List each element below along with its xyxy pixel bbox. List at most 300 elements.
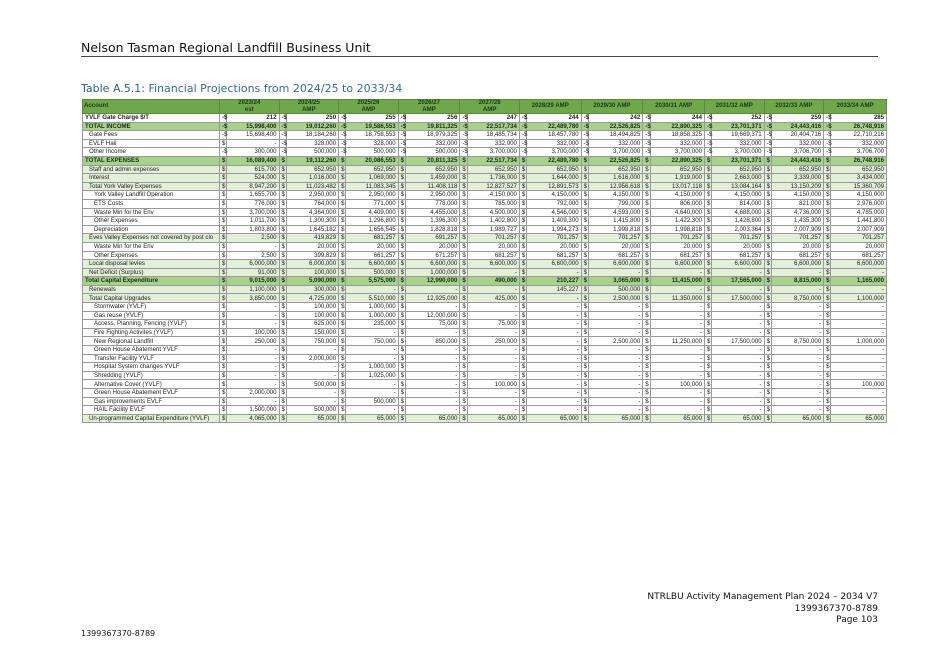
- currency-sign: $: [764, 234, 771, 243]
- amount-cell: -: [831, 389, 887, 398]
- amount-cell: 22,517,734: [467, 122, 519, 131]
- currency-sign: $: [519, 337, 526, 346]
- amount-cell: 244: [650, 114, 704, 123]
- amount-cell: 778,000: [405, 199, 459, 208]
- amount-cell: 652,950: [405, 165, 459, 174]
- currency-sign: $: [460, 234, 467, 243]
- currency-sign: $: [279, 225, 286, 234]
- currency-sign: -$: [519, 131, 526, 140]
- amount-cell: -: [467, 389, 519, 398]
- amount-cell: 300,000: [286, 285, 338, 294]
- currency-sign: $: [339, 389, 346, 398]
- currency-sign: $: [519, 311, 526, 320]
- page-footer-right: [647, 592, 878, 627]
- currency-sign: $: [219, 174, 226, 183]
- amount-cell: 1,016,000: [286, 174, 338, 183]
- currency-sign: $: [764, 363, 771, 372]
- currency-sign: $: [339, 311, 346, 320]
- amount-cell: 1,396,300: [405, 217, 459, 226]
- currency-sign: $: [339, 208, 346, 217]
- amount-cell: 1,025,000: [346, 371, 398, 380]
- currency-sign: $: [643, 191, 650, 200]
- amount-cell: 1,736,000: [467, 174, 519, 183]
- amount-cell: -: [588, 363, 642, 372]
- currency-sign: $: [643, 380, 650, 389]
- amount-cell: 12,000,000: [405, 311, 459, 320]
- amount-cell: -: [527, 320, 581, 329]
- column-header-year: [339, 100, 399, 114]
- currency-sign: $: [643, 234, 650, 243]
- row-label: Total Capital Upgrades: [83, 294, 220, 303]
- currency-sign: $: [398, 397, 405, 406]
- currency-sign: -$: [581, 148, 588, 157]
- currency-sign: $: [460, 251, 467, 260]
- amount-cell: -: [831, 397, 887, 406]
- currency-sign: $: [764, 328, 771, 337]
- amount-cell: -: [771, 328, 823, 337]
- currency-sign: $: [219, 311, 226, 320]
- amount-cell: 1,069,000: [346, 174, 398, 183]
- amount-cell: 399,829: [286, 251, 338, 260]
- currency-sign: $: [824, 268, 831, 277]
- amount-cell: 8,815,000: [771, 277, 823, 286]
- amount-cell: 2,976,000: [831, 199, 887, 208]
- currency-sign: $: [219, 397, 226, 406]
- currency-sign: $: [581, 268, 588, 277]
- amount-cell: -: [588, 397, 642, 406]
- row-label: Depreciation: [83, 225, 220, 234]
- amount-cell: -: [650, 389, 704, 398]
- amount-cell: 652,950: [588, 165, 642, 174]
- amount-cell: 1,000,000: [405, 268, 459, 277]
- amount-cell: 20,000: [527, 242, 581, 251]
- amount-cell: 701,257: [712, 234, 764, 243]
- currency-sign: $: [824, 337, 831, 346]
- currency-sign: $: [824, 371, 831, 380]
- amount-cell: 3,700,000: [712, 148, 764, 157]
- currency-sign: $: [460, 199, 467, 208]
- amount-cell: 681,257: [831, 251, 887, 260]
- amount-cell: 8,750,000: [771, 294, 823, 303]
- amount-cell: 65,000: [831, 414, 887, 423]
- currency-sign: $: [279, 268, 286, 277]
- amount-cell: -: [527, 363, 581, 372]
- amount-cell: 100,000: [286, 311, 338, 320]
- amount-cell: 15,998,400: [227, 122, 279, 131]
- amount-cell: 12,827,527: [467, 182, 519, 191]
- currency-sign: $: [824, 294, 831, 303]
- amount-cell: 19,112,260: [286, 156, 338, 165]
- amount-cell: 332,000: [588, 139, 642, 148]
- amount-cell: 65,000: [527, 414, 581, 423]
- currency-sign: -$: [581, 122, 588, 131]
- amount-cell: -: [831, 346, 887, 355]
- currency-sign: $: [643, 277, 650, 286]
- amount-cell: 701,257: [771, 234, 823, 243]
- amount-cell: 1,998,818: [588, 225, 642, 234]
- currency-sign: $: [764, 165, 771, 174]
- amount-cell: 75,000: [405, 320, 459, 329]
- amount-cell: 6,000,000: [227, 260, 279, 269]
- amount-cell: 681,257: [650, 251, 704, 260]
- currency-sign: $: [764, 371, 771, 380]
- amount-cell: 500,000: [286, 406, 338, 415]
- amount-cell: 1,998,818: [650, 225, 704, 234]
- currency-sign: $: [279, 303, 286, 312]
- amount-cell: 1,645,182: [286, 225, 338, 234]
- currency-sign: -$: [704, 131, 711, 140]
- currency-sign: $: [519, 260, 526, 269]
- column-header-year: [219, 100, 279, 114]
- amount-cell: 500,000: [588, 285, 642, 294]
- amount-cell: 3,339,000: [771, 174, 823, 183]
- amount-cell: -: [588, 303, 642, 312]
- currency-sign: $: [704, 380, 711, 389]
- row-label: ETS Costs: [83, 199, 220, 208]
- row-label: HAIL Facility EVLF: [83, 406, 220, 415]
- amount-cell: -: [405, 363, 459, 372]
- currency-sign: $: [519, 406, 526, 415]
- amount-cell: -: [346, 380, 398, 389]
- currency-sign: $: [704, 225, 711, 234]
- currency-sign: $: [764, 346, 771, 355]
- currency-sign: -$: [581, 139, 588, 148]
- table-caption-text: Financial Projections from 2024/25 to 2033/34: [148, 82, 403, 95]
- currency-sign: $: [219, 268, 226, 277]
- currency-sign: $: [460, 208, 467, 217]
- currency-sign: $: [764, 406, 771, 415]
- currency-sign: $: [764, 294, 771, 303]
- amount-cell: 652,950: [346, 165, 398, 174]
- amount-cell: 12,990,000: [405, 277, 459, 286]
- column-header-line2: AMP: [361, 105, 376, 113]
- currency-sign: $: [581, 371, 588, 380]
- currency-sign: $: [398, 260, 405, 269]
- currency-sign: $: [704, 328, 711, 337]
- currency-sign: $: [339, 363, 346, 372]
- amount-cell: 5,510,000: [346, 294, 398, 303]
- amount-cell: 750,000: [346, 337, 398, 346]
- currency-sign: $: [460, 371, 467, 380]
- amount-cell: 3,700,000: [650, 148, 704, 157]
- currency-sign: $: [398, 165, 405, 174]
- currency-sign: $: [581, 251, 588, 260]
- amount-cell: 681,257: [346, 234, 398, 243]
- currency-sign: -$: [764, 148, 771, 157]
- currency-sign: -$: [279, 122, 286, 131]
- currency-sign: $: [764, 337, 771, 346]
- amount-cell: 20,000: [712, 242, 764, 251]
- amount-cell: -: [771, 380, 823, 389]
- amount-cell: 4,688,000: [712, 208, 764, 217]
- currency-sign: $: [460, 337, 467, 346]
- currency-sign: -$: [279, 114, 286, 123]
- currency-sign: $: [279, 208, 286, 217]
- currency-sign: $: [219, 320, 226, 329]
- amount-cell: 26,748,916: [831, 122, 887, 131]
- amount-cell: 1,300,300: [286, 217, 338, 226]
- currency-sign: $: [704, 354, 711, 363]
- amount-cell: 1,100,000: [831, 294, 887, 303]
- currency-sign: $: [581, 277, 588, 286]
- amount-cell: 18,494,825: [588, 131, 642, 140]
- currency-sign: $: [643, 294, 650, 303]
- amount-cell: 6,600,000: [650, 260, 704, 269]
- amount-cell: -: [227, 242, 279, 251]
- row-label: Access, Planning, Fencing (YVLF): [83, 320, 220, 329]
- currency-sign: $: [398, 389, 405, 398]
- column-header-line1: 2023/24: [238, 99, 261, 107]
- currency-sign: $: [824, 328, 831, 337]
- currency-sign: -$: [704, 139, 711, 148]
- amount-cell: -: [831, 311, 887, 320]
- currency-sign: $: [279, 191, 286, 200]
- currency-sign: $: [339, 328, 346, 337]
- currency-sign: $: [279, 380, 286, 389]
- amount-cell: -: [650, 363, 704, 372]
- amount-cell: 100,000: [286, 268, 338, 277]
- amount-cell: 3,700,000: [467, 148, 519, 157]
- amount-cell: 20,000: [346, 242, 398, 251]
- currency-sign: $: [339, 191, 346, 200]
- currency-sign: $: [704, 251, 711, 260]
- currency-sign: $: [398, 328, 405, 337]
- amount-cell: -: [405, 285, 459, 294]
- currency-sign: $: [581, 199, 588, 208]
- header-divider: [81, 56, 878, 57]
- table-row: [83, 182, 887, 191]
- currency-sign: $: [704, 242, 711, 251]
- amount-cell: 250,000: [227, 337, 279, 346]
- amount-cell: 20,000: [286, 242, 338, 251]
- currency-sign: $: [398, 199, 405, 208]
- currency-sign: $: [704, 156, 711, 165]
- amount-cell: 22,526,825: [588, 156, 642, 165]
- currency-sign: $: [339, 174, 346, 183]
- amount-cell: 332,000: [771, 139, 823, 148]
- currency-sign: $: [398, 320, 405, 329]
- table-row: [83, 234, 887, 243]
- currency-sign: $: [704, 371, 711, 380]
- amount-cell: -: [527, 311, 581, 320]
- amount-cell: -: [405, 371, 459, 380]
- currency-sign: $: [339, 234, 346, 243]
- amount-cell: 13,150,209: [771, 182, 823, 191]
- currency-sign: $: [398, 191, 405, 200]
- row-label: Eves Valley Expenses not covered by post clo: [83, 234, 220, 243]
- amount-cell: 3,706,700: [831, 148, 887, 157]
- amount-cell: 3,434,000: [831, 174, 887, 183]
- currency-sign: $: [824, 320, 831, 329]
- amount-cell: -: [650, 397, 704, 406]
- currency-sign: $: [824, 242, 831, 251]
- amount-cell: -: [405, 303, 459, 312]
- row-label: Shredding (YVLF): [83, 371, 220, 380]
- currency-sign: $: [460, 217, 467, 226]
- amount-cell: 328,000: [346, 139, 398, 148]
- row-label: EVLF Hail: [83, 139, 220, 148]
- amount-cell: -: [771, 268, 823, 277]
- currency-sign: $: [581, 174, 588, 183]
- amount-cell: -: [527, 303, 581, 312]
- amount-cell: 5,090,000: [286, 277, 338, 286]
- currency-sign: $: [460, 363, 467, 372]
- amount-cell: -: [405, 380, 459, 389]
- currency-sign: $: [279, 414, 286, 423]
- currency-sign: $: [219, 337, 226, 346]
- currency-sign: -$: [764, 131, 771, 140]
- currency-sign: $: [824, 277, 831, 286]
- currency-sign: $: [279, 277, 286, 286]
- amount-cell: 652,950: [771, 165, 823, 174]
- currency-sign: $: [519, 346, 526, 355]
- table-row: [83, 294, 887, 303]
- column-header-account: [83, 100, 220, 114]
- currency-sign: $: [460, 406, 467, 415]
- amount-cell: 11,250,000: [650, 337, 704, 346]
- currency-sign: -$: [704, 122, 711, 131]
- amount-cell: 3,700,000: [227, 208, 279, 217]
- currency-sign: $: [764, 354, 771, 363]
- currency-sign: $: [764, 174, 771, 183]
- amount-cell: 100,000: [227, 328, 279, 337]
- currency-sign: -$: [764, 122, 771, 131]
- row-label: YVLF Gate Charge $/T: [83, 114, 220, 123]
- currency-sign: $: [643, 363, 650, 372]
- currency-sign: $: [460, 277, 467, 286]
- currency-sign: $: [279, 199, 286, 208]
- currency-sign: $: [764, 311, 771, 320]
- currency-sign: $: [519, 242, 526, 251]
- currency-sign: -$: [824, 139, 831, 148]
- currency-sign: $: [581, 208, 588, 217]
- currency-sign: $: [824, 225, 831, 234]
- currency-sign: $: [219, 346, 226, 355]
- amount-cell: -: [405, 406, 459, 415]
- table-caption: [81, 82, 402, 95]
- amount-cell: 750,000: [286, 337, 338, 346]
- currency-sign: $: [643, 260, 650, 269]
- amount-cell: 671,257: [405, 251, 459, 260]
- column-header-line2: AMP: [482, 105, 497, 113]
- currency-sign: $: [279, 328, 286, 337]
- currency-sign: -$: [398, 139, 405, 148]
- amount-cell: 332,000: [405, 139, 459, 148]
- currency-sign: $: [460, 320, 467, 329]
- amount-cell: 22,890,325: [650, 122, 704, 131]
- amount-cell: 821,000: [771, 199, 823, 208]
- footer-doc-title: NTRLBU Activity Management Plan 2024 – 2034 V7: [647, 592, 878, 602]
- amount-cell: 806,000: [650, 199, 704, 208]
- column-header-line2: AMP: [422, 105, 436, 113]
- currency-sign: $: [581, 225, 588, 234]
- amount-cell: -: [286, 371, 338, 380]
- currency-sign: $: [398, 363, 405, 372]
- column-header-year: [519, 100, 581, 114]
- amount-cell: 4,785,000: [831, 208, 887, 217]
- currency-sign: $: [824, 406, 831, 415]
- currency-sign: $: [764, 380, 771, 389]
- currency-sign: $: [824, 182, 831, 191]
- currency-sign: $: [339, 260, 346, 269]
- amount-cell: 11,023,482: [286, 182, 338, 191]
- amount-cell: -: [771, 371, 823, 380]
- currency-sign: $: [339, 182, 346, 191]
- row-label: TOTAL INCOME: [83, 122, 220, 131]
- table-row: [83, 199, 887, 208]
- amount-cell: 4,500,000: [467, 208, 519, 217]
- currency-sign: $: [279, 251, 286, 260]
- currency-sign: $: [764, 268, 771, 277]
- amount-cell: -: [227, 303, 279, 312]
- row-label: Stormwater (YVLF): [83, 303, 220, 312]
- page-footer-left-id: 1399367370-8789: [81, 629, 156, 638]
- currency-sign: $: [279, 234, 286, 243]
- currency-sign: $: [279, 346, 286, 355]
- currency-sign: $: [398, 285, 405, 294]
- amount-cell: 1,803,800: [227, 225, 279, 234]
- amount-cell: -: [467, 371, 519, 380]
- currency-sign: $: [519, 328, 526, 337]
- currency-sign: $: [339, 251, 346, 260]
- amount-cell: -: [527, 268, 581, 277]
- currency-sign: $: [519, 397, 526, 406]
- currency-sign: $: [219, 217, 226, 226]
- currency-sign: $: [398, 217, 405, 226]
- amount-cell: 18,485,734: [467, 131, 519, 140]
- amount-cell: 6,600,000: [588, 260, 642, 269]
- currency-sign: $: [398, 242, 405, 251]
- currency-sign: $: [460, 260, 467, 269]
- currency-sign: -$: [643, 148, 650, 157]
- currency-sign: $: [764, 225, 771, 234]
- currency-sign: $: [398, 268, 405, 277]
- amount-cell: 332,000: [831, 139, 887, 148]
- amount-cell: 244: [527, 114, 581, 123]
- currency-sign: -$: [339, 122, 346, 131]
- currency-sign: $: [398, 174, 405, 183]
- currency-sign: $: [219, 191, 226, 200]
- amount-cell: -: [527, 389, 581, 398]
- currency-sign: $: [824, 234, 831, 243]
- currency-sign: $: [643, 251, 650, 260]
- table-row: [83, 328, 887, 337]
- currency-sign: $: [398, 346, 405, 355]
- currency-sign: -$: [581, 114, 588, 123]
- amount-cell: 4,065,000: [227, 414, 279, 423]
- amount-cell: 1,422,300: [650, 217, 704, 226]
- currency-sign: $: [460, 311, 467, 320]
- amount-cell: 1,616,000: [588, 174, 642, 183]
- amount-cell: 332,000: [650, 139, 704, 148]
- amount-cell: 1,441,800: [831, 217, 887, 226]
- amount-cell: 2,000,000: [227, 389, 279, 398]
- currency-sign: $: [581, 346, 588, 355]
- currency-sign: $: [704, 191, 711, 200]
- amount-cell: 1,000,000: [831, 337, 887, 346]
- currency-sign: $: [643, 165, 650, 174]
- amount-cell: -: [405, 354, 459, 363]
- currency-sign: $: [279, 260, 286, 269]
- currency-sign: $: [339, 225, 346, 234]
- row-label: Hospital System changes YVLF: [83, 363, 220, 372]
- amount-cell: 65,000: [712, 414, 764, 423]
- currency-sign: $: [339, 406, 346, 415]
- amount-cell: 24,443,416: [771, 122, 823, 131]
- currency-sign: $: [581, 260, 588, 269]
- currency-sign: -$: [704, 148, 711, 157]
- amount-cell: -: [286, 346, 338, 355]
